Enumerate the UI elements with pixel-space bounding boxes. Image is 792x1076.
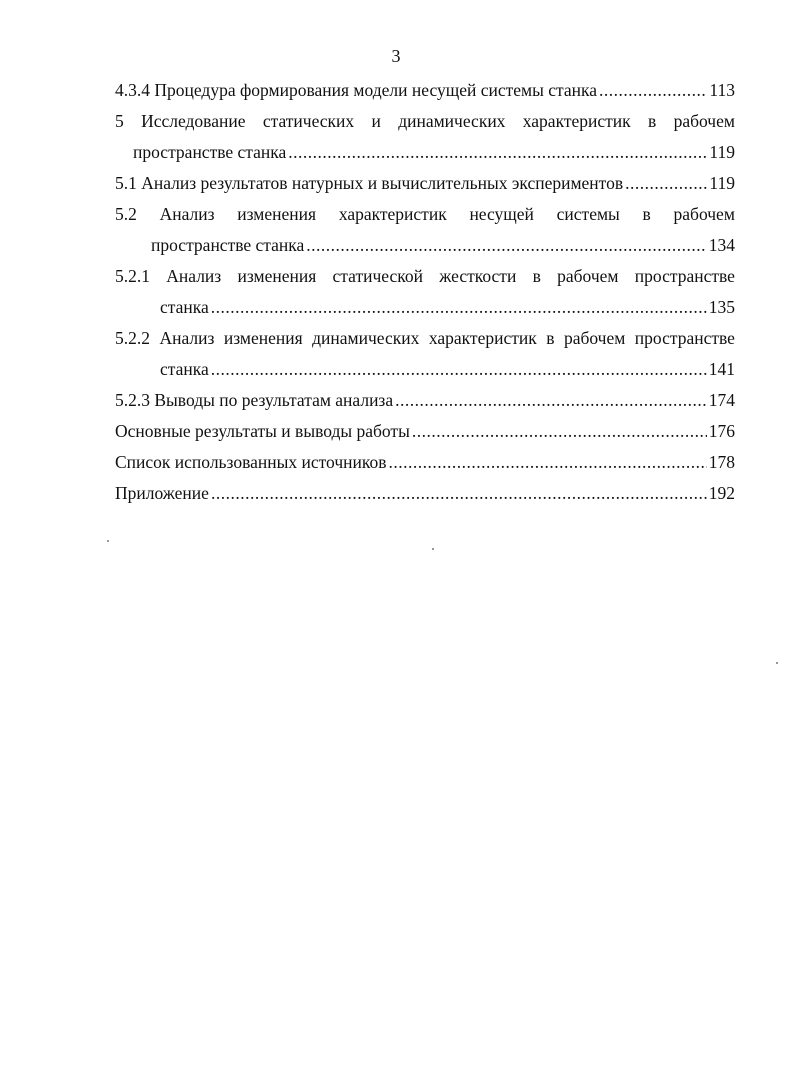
toc-word: системы [556, 204, 620, 224]
toc-word: и [371, 111, 381, 131]
dot-leader [412, 416, 707, 447]
toc-entry-page: 141 [708, 359, 735, 379]
toc-entry-title: станка [160, 297, 209, 317]
toc-word: статической [332, 266, 423, 286]
toc-word: рабочем [557, 266, 619, 286]
toc-entry-5-2-2-continuation [115, 354, 735, 385]
toc-word: в [532, 266, 541, 286]
toc-word: в [647, 111, 657, 131]
toc-word: Анализ [166, 266, 222, 286]
toc-entry-title: пространстве станка [133, 142, 287, 162]
toc-word: в [642, 204, 651, 224]
dot-leader [211, 292, 707, 323]
toc-word: пространстве [634, 266, 735, 286]
toc-entry-5-2-continuation [115, 230, 735, 261]
toc-entry-page: 178 [708, 452, 735, 472]
toc-word: 5.2.1 [115, 266, 150, 286]
toc-word: рабочем [673, 204, 735, 224]
toc-entry-5-2 [115, 199, 735, 230]
toc-entry-page: 135 [708, 297, 735, 317]
toc-entry-4-3-4 [115, 75, 735, 106]
toc-word: жесткости [439, 266, 517, 286]
toc-word: Исследование [141, 111, 246, 131]
toc-word: изменения [223, 328, 303, 348]
dot-leader [211, 478, 707, 509]
scan-speck [432, 548, 434, 550]
toc-entry-page: 113 [709, 80, 735, 100]
toc-entry-page: 176 [708, 421, 735, 441]
toc-word: динамических [312, 328, 420, 348]
toc-entry-title: станка [160, 359, 209, 379]
toc-word: характеристик [338, 204, 447, 224]
toc-entry-title: Основные результаты и выводы работы [115, 421, 410, 441]
toc-entry-title: пространстве станка [151, 235, 305, 255]
toc-entry-page: 119 [709, 173, 735, 193]
dot-leader [625, 168, 707, 199]
dot-leader [306, 230, 706, 261]
toc-entry-5-2-2 [115, 323, 735, 354]
scan-speck [776, 662, 778, 664]
toc-word: рабочем [563, 328, 626, 348]
toc-word: Анализ [159, 328, 215, 348]
toc-entry-page: 119 [709, 142, 735, 162]
page-number: 3 [391, 46, 401, 66]
toc-entry-5-2-1 [115, 261, 735, 292]
toc-entry-title: Список использованных источников [115, 452, 387, 472]
toc-entry-appendix [115, 478, 735, 509]
toc-word: изменения [237, 204, 317, 224]
toc-entry-page: 134 [708, 235, 735, 255]
toc-entry-5-continuation [115, 137, 735, 168]
toc-entry-5-1 [115, 168, 735, 199]
toc-entry-title: 4.3.4 Процедура формирования модели несущей системы станка [115, 80, 598, 100]
toc-word: несущей [469, 204, 534, 224]
dot-leader [395, 385, 707, 416]
dot-leader [599, 75, 707, 106]
toc-word: 5 [115, 111, 124, 131]
toc-word: характеристик [522, 111, 631, 131]
toc-entry-page: 192 [708, 483, 735, 503]
toc-entry-title: Приложение [115, 483, 209, 503]
toc-entry-5-2-1-continuation [115, 292, 735, 323]
toc-entry-5 [115, 106, 735, 137]
toc-word: статических [262, 111, 355, 131]
toc-word: 5.2.2 [115, 328, 150, 348]
toc-word: пространстве [634, 328, 735, 348]
toc-word: Анализ [159, 204, 215, 224]
scan-speck [107, 540, 109, 542]
toc-entry-title: 5.1 Анализ результатов натурных и вычислительных экспериментов [115, 173, 624, 193]
toc-entry-page: 174 [708, 390, 735, 410]
toc-entry-main-results [115, 416, 735, 447]
dot-leader [288, 137, 707, 168]
toc-word: 5.2 [115, 204, 137, 224]
toc-entry-title: 5.2.3 Выводы по результатам анализа [115, 390, 394, 410]
dot-leader [389, 447, 707, 478]
toc-word: в [546, 328, 555, 348]
table-of-contents [115, 75, 735, 509]
toc-word: рабочем [673, 111, 735, 131]
dot-leader [211, 354, 707, 385]
toc-word: характеристик [428, 328, 537, 348]
toc-entry-references [115, 447, 735, 478]
toc-word: динамических [398, 111, 506, 131]
toc-entry-5-2-3 [115, 385, 735, 416]
toc-word: изменения [237, 266, 317, 286]
